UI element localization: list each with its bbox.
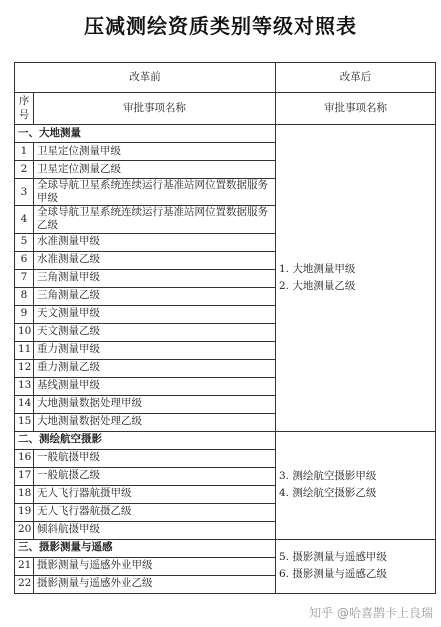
after-item: 6. 摄影测量与遥感乙级 [279, 568, 387, 580]
row-number: 9 [15, 305, 34, 323]
row-name: 摄影测量与遥感外业乙级 [34, 575, 276, 593]
row-number: 12 [15, 359, 34, 377]
section-label: 三、摄影测量与遥感 [15, 539, 276, 557]
row-number: 6 [15, 251, 34, 269]
header-seq: 序号 [15, 93, 34, 125]
row-name: 卫星定位测量乙级 [34, 161, 276, 179]
table-body [15, 63, 436, 594]
section-row [15, 431, 436, 449]
header-after: 改革后 [276, 63, 436, 93]
row-number: 14 [15, 395, 34, 413]
row-name: 重力测量乙级 [34, 359, 276, 377]
row-name: 水准测量甲级 [34, 233, 276, 251]
after-item: 5. 摄影测量与遥感甲级 [279, 551, 387, 564]
row-name: 倾斜航摄甲级 [34, 521, 276, 539]
section-row [15, 125, 436, 143]
row-number: 4 [15, 206, 34, 233]
after-item: 1. 大地测量甲级 [279, 262, 356, 275]
row-number: 13 [15, 377, 34, 395]
header-row-1 [15, 63, 436, 93]
section-label: 二、测绘航空摄影 [15, 431, 276, 449]
header-before: 改革前 [15, 63, 276, 93]
row-name: 天文测量甲级 [34, 305, 276, 323]
after-item: 2. 大地测量乙级 [279, 279, 356, 292]
row-name: 一般航摄乙级 [34, 467, 276, 485]
row-name: 摄影测量与遥感外业甲级 [34, 557, 276, 575]
row-number: 19 [15, 503, 34, 521]
row-name: 三角测量乙级 [34, 287, 276, 305]
after-item: 3. 测绘航空摄影甲级 [279, 470, 377, 483]
row-number: 3 [15, 179, 34, 206]
after-cell [276, 431, 436, 539]
row-name: 全球导航卫星系统连续运行基准站网位置数据服务乙级 [34, 206, 276, 233]
row-name: 无人飞行器航摄甲级 [34, 485, 276, 503]
row-name: 卫星定位测量甲级 [34, 143, 276, 161]
row-number: 20 [15, 521, 34, 539]
row-number: 21 [15, 557, 34, 575]
after-item: 4. 测绘航空摄影乙级 [279, 487, 377, 499]
row-name: 一般航摄甲级 [34, 449, 276, 467]
row-name: 三角测量甲级 [34, 269, 276, 287]
row-number: 15 [15, 413, 34, 431]
row-number: 11 [15, 341, 34, 359]
after-cell [276, 539, 436, 593]
row-number: 10 [15, 323, 34, 341]
row-name: 天文测量乙级 [34, 323, 276, 341]
row-number: 18 [15, 485, 34, 503]
row-name: 水准测量乙级 [34, 251, 276, 269]
row-number: 17 [15, 467, 34, 485]
row-number: 5 [15, 233, 34, 251]
watermark: 知乎 @哈喜鹊卡上良瑞 [309, 606, 433, 620]
section-row [15, 539, 436, 557]
header-name-before: 审批事项名称 [34, 93, 276, 125]
row-name: 无人飞行器航摄乙级 [34, 503, 276, 521]
header-row-2 [15, 93, 436, 125]
row-name: 重力测量甲级 [34, 341, 276, 359]
header-name-after: 审批事项名称 [276, 93, 436, 125]
row-name: 大地测量数据处理乙级 [34, 413, 276, 431]
row-name: 全球导航卫星系统连续运行基准站网位置数据服务甲级 [34, 179, 276, 206]
row-name: 大地测量数据处理甲级 [34, 395, 276, 413]
row-name: 基线测量甲级 [34, 377, 276, 395]
row-number: 1 [15, 143, 34, 161]
row-number: 16 [15, 449, 34, 467]
row-number: 22 [15, 575, 34, 593]
row-number: 8 [15, 287, 34, 305]
comparison-table [14, 62, 436, 594]
after-cell [276, 125, 436, 432]
row-number: 7 [15, 269, 34, 287]
row-number: 2 [15, 161, 34, 179]
section-label: 一、大地测量 [15, 125, 276, 143]
document-title: 压减测绘资质类别等级对照表 [84, 14, 357, 38]
